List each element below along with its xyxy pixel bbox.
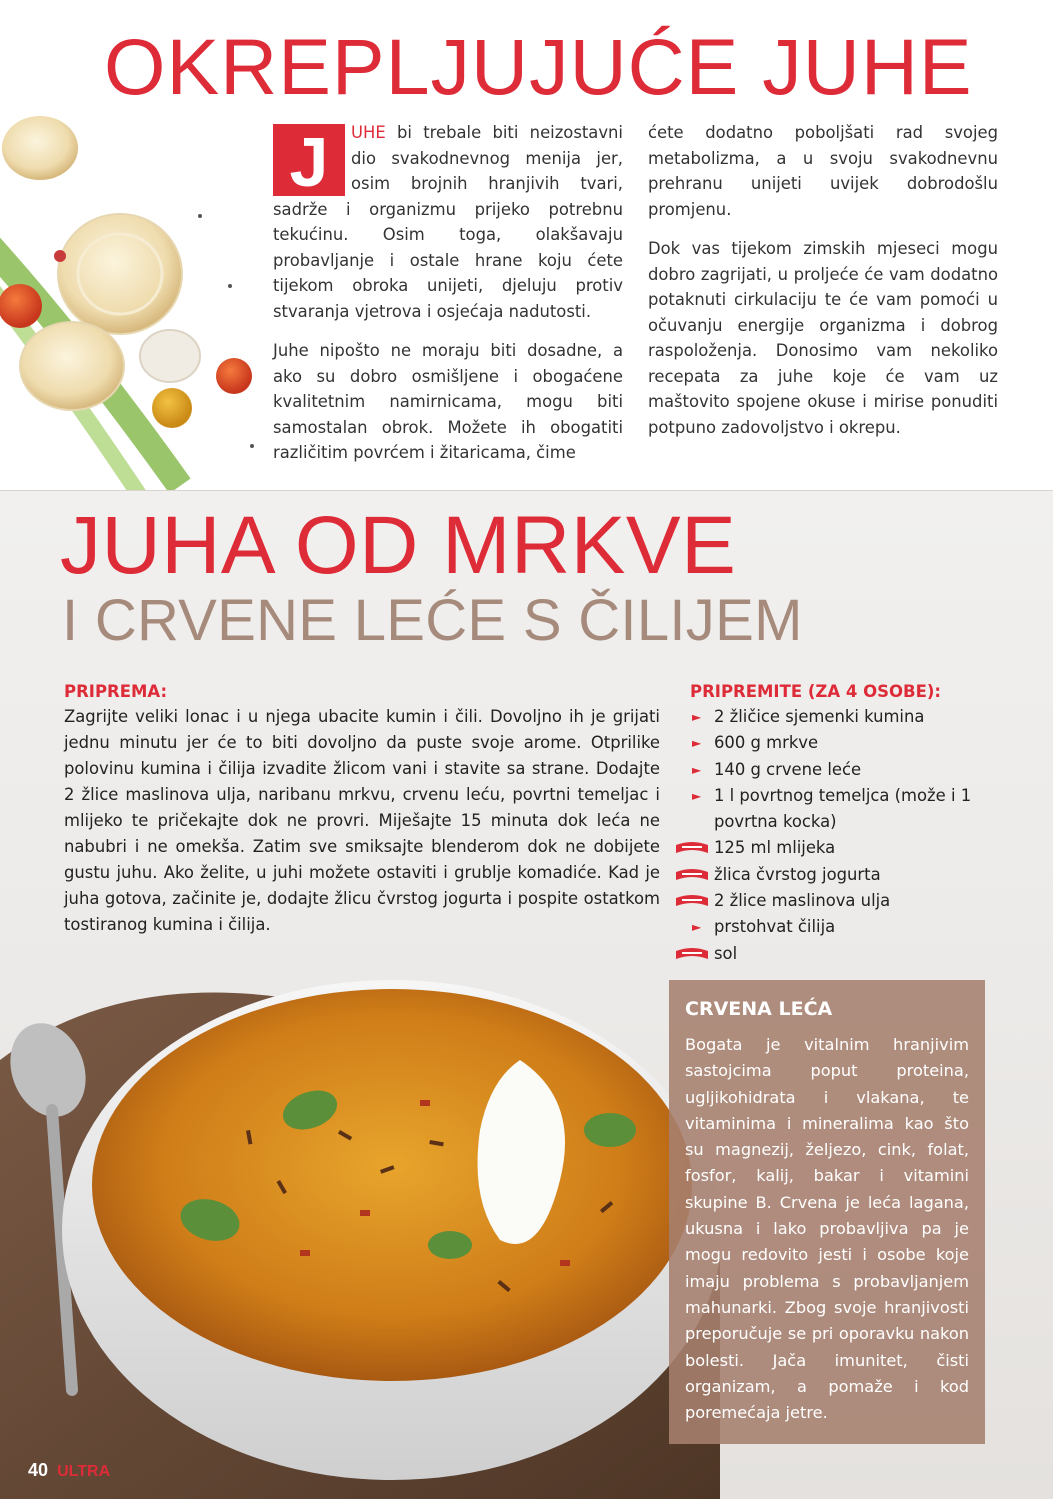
ingredient-item [690, 783, 990, 836]
preparation-heading: PRIPREMA: [64, 682, 168, 701]
ingredient-text: 600 g mrkve [714, 733, 819, 753]
intro-paragraph-1-text: bi trebale biti neizostavni dio svakodnevnog menija jer, osim brojnih hranjivih tvari, sadrže i organizmu prijeko potrebnu tekućinu. Osim toga, olakšavaju probavljanje i ostale hrane koju ćete tijekom obroka unijeti, djeluju protiv stvaranja vjetrova i osjećaja nadutosti. [273, 123, 623, 321]
ingredient-text: sol [714, 943, 738, 963]
ingredient-item [690, 914, 990, 940]
ingredient-text: 140 g crvene leće [714, 759, 862, 779]
page-title: OKREPLJUJUĆE JUHE [104, 22, 973, 111]
preparation-text: Zagrijte veliki lonac i u njega ubacite kumin i čili. Dovoljno ih je grijati jednu minutu jer će to biti dovoljno da puste svoje arome. Otprilike polovinu kumina i čilija izvadite žlicom vani i stavite sa strane. Dodajte 2 žlice maslinova ulja, naribanu mrkvu, crvenu leću, povrtni temeljac i mlijeko te pričekajte dok ne provri. Miješajte 15 minuta dok leća ne nabubri i ne omekša. Zatim sve smiksajte blenderom dok ne dobijete gustu juhu. Ako želite, u juhi možete ostaviti i grublje komadiće. Kad je juha gotova, začinite je, dodajte žlicu čvrstog jogurta i pospite ostatkom tostiranog kumina i čilija. [64, 707, 660, 934]
ultra-plus-badge-icon [674, 866, 710, 884]
arrow-bullet-icon: ► [692, 788, 702, 803]
recipe-title: JUHA OD MRKVE [60, 500, 737, 591]
intro-column-1 [273, 120, 623, 480]
ingredients-heading: PRIPREMITE (ZA 4 OSOBE): [690, 682, 942, 701]
lead-word: UHE [351, 123, 386, 142]
page-number: 40 [28, 1460, 49, 1480]
ingredient-text: 2 žličice sjemenki kumina [714, 707, 925, 726]
ingredient-item [690, 888, 990, 914]
info-box-red-lentil [669, 980, 985, 1444]
ingredient-text: 1 l povrtnog temeljca (može i 1 povrtna kocka) [714, 785, 972, 832]
ingredient-text: prstohvat čilija [714, 917, 836, 937]
page-footer [28, 1460, 110, 1481]
ingredient-text: 125 ml mlijeka [714, 838, 836, 858]
drop-cap: J [273, 124, 345, 196]
ingredient-item [690, 757, 990, 783]
ingredient-item [690, 730, 990, 756]
soup-bowl-photo [0, 930, 720, 1499]
arrow-bullet-icon: ► [692, 920, 702, 935]
info-box-text: Bogata je vitalnim hranjivim sastojcima poput proteina, ugljikohidrata i vlakana, te vitaminima i mineralima kao što su magnezij, željezo, cink, folat, fosfor, kalij, bakar i vitamini skupine B. Crvena je leća lagana, ukusna i lako probavljiva pa je mogu redovito jesti i osobe koje imaju problema s probavljanjem mahunarki. Zbog svoje hranjivosti preporučuje se pri oporavku nakon bolesti. Jača imunitet, čisti organizam, a pomaže i kod poremećaja jetre. [685, 1035, 969, 1423]
ingredient-item [690, 941, 990, 967]
arrow-bullet-icon: ► [692, 710, 702, 724]
intro-paragraph-3: ćete dodatno poboljšati rad svojeg metabolizma, a u svoju svakodnevnu prehranu unijeti uvijek dobrodošlu promjenu. [648, 123, 998, 219]
info-box-title: CRVENA LEĆA [685, 998, 833, 1020]
intro-paragraph-2: Juhe nipošto ne moraju biti dosadne, a ako su dobro osmišljene i obogaćene kvalitetnim namirnicama, mogu biti samostalan obrok. Možete ih obogatiti različitim povrćem i žitaricama, čime [273, 341, 623, 462]
ingredient-item [690, 835, 990, 861]
ingredient-item [690, 704, 990, 730]
intro-paragraph-4: Dok vas tijekom zimskih mjeseci mogu dobro zagrijati, u proljeće će vam dodatno potaknuti cirkulaciju te će vam pomoći u očuvanju energije organizma i dobrog raspoloženja. Donosimo vam nekoliko recepata za juhe koje će vam uz maštovito spojene okuse i mirise ponuditi potpuno zadovoljstvo i okrepu. [648, 239, 998, 437]
ingredient-item [690, 862, 990, 888]
arrow-bullet-icon: ► [692, 762, 702, 777]
ultra-plus-badge-icon [674, 839, 710, 857]
arrow-bullet-icon: ► [692, 736, 702, 751]
ingredients-list [690, 704, 990, 967]
recipe-subtitle: I CRVENE LEĆE S ČILIJEM [62, 588, 803, 653]
brand-logo: ULTRA [57, 1463, 111, 1480]
ultra-plus-badge-icon [674, 945, 710, 963]
vegetables-photo [0, 96, 280, 496]
ingredient-text: 2 žlice maslinova ulja [714, 891, 891, 911]
ingredient-text: žlica čvrstog jogurta [714, 864, 881, 884]
intro-column-2 [648, 120, 998, 454]
ultra-plus-badge-icon [674, 892, 710, 910]
intro-paragraph-1 [273, 120, 623, 324]
